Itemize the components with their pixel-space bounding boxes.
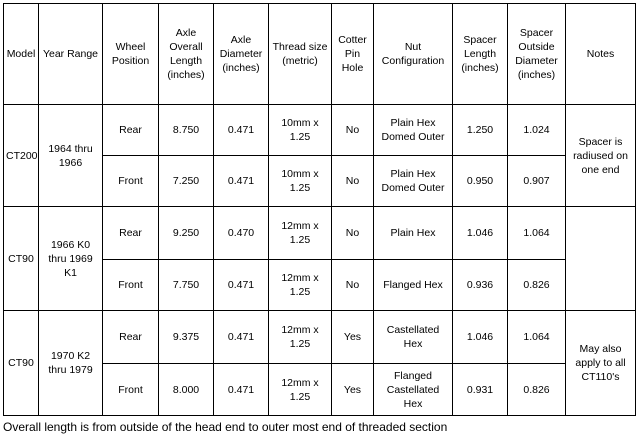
table-row xyxy=(4,105,636,156)
cell-thread: 12mm x 1.25 xyxy=(269,260,332,311)
cell-length: 8.000 xyxy=(159,364,214,416)
cell-notes: May also apply to all CT110's xyxy=(566,311,636,416)
cell-model: CT90 xyxy=(4,311,39,416)
cell-cotter: Yes xyxy=(332,311,374,364)
cell-position: Front xyxy=(103,156,159,207)
cell-year-range: 1964 thru 1966 xyxy=(39,105,103,207)
cell-position: Front xyxy=(103,364,159,416)
table-row xyxy=(4,311,636,364)
cell-notes: Spacer is radiused on one end xyxy=(566,105,636,207)
header-year-range: Year Range xyxy=(39,4,103,105)
cell-diameter: 0.471 xyxy=(214,156,269,207)
cell-thread: 10mm x 1.25 xyxy=(269,105,332,156)
cell-cotter: No xyxy=(332,260,374,311)
cell-spacer-od: 0.907 xyxy=(508,156,566,207)
cell-cotter: No xyxy=(332,105,374,156)
header-notes: Notes xyxy=(566,4,636,105)
cell-model: CT90 xyxy=(4,207,39,311)
cell-spacer-od: 0.826 xyxy=(508,260,566,311)
cell-year-range: 1966 K0 thru 1969 K1 xyxy=(39,207,103,311)
cell-spacer-od: 1.064 xyxy=(508,311,566,364)
cell-position: Rear xyxy=(103,311,159,364)
header-row xyxy=(4,4,636,105)
cell-length: 7.750 xyxy=(159,260,214,311)
cell-spacer-length: 1.250 xyxy=(453,105,508,156)
cell-thread: 12mm x 1.25 xyxy=(269,207,332,260)
header-spacer-length: Spacer Length (inches) xyxy=(453,4,508,105)
cell-diameter: 0.471 xyxy=(214,260,269,311)
cell-cotter: No xyxy=(332,207,374,260)
cell-nut: Flanged Castellated Hex xyxy=(374,364,453,416)
header-nut-configuration: Nut Configuration xyxy=(374,4,453,105)
header-thread-size: Thread size (metric) xyxy=(269,4,332,105)
cell-spacer-od: 1.024 xyxy=(508,105,566,156)
header-wheel-position: Wheel Position xyxy=(103,4,159,105)
cell-nut: Flanged Hex xyxy=(374,260,453,311)
cell-notes xyxy=(566,207,636,311)
header-cotter-pin-hole: Cotter Pin Hole xyxy=(332,4,374,105)
cell-spacer-length: 1.046 xyxy=(453,207,508,260)
cell-spacer-length: 0.936 xyxy=(453,260,508,311)
cell-cotter: Yes xyxy=(332,364,374,416)
cell-nut: Plain Hex Domed Outer xyxy=(374,156,453,207)
cell-spacer-od: 1.064 xyxy=(508,207,566,260)
cell-thread: 12mm x 1.25 xyxy=(269,364,332,416)
cell-spacer-od: 0.826 xyxy=(508,364,566,416)
cell-spacer-length: 1.046 xyxy=(453,311,508,364)
cell-thread: 12mm x 1.25 xyxy=(269,311,332,364)
cell-position: Front xyxy=(103,260,159,311)
cell-length: 8.750 xyxy=(159,105,214,156)
table-row xyxy=(4,207,636,260)
cell-position: Rear xyxy=(103,207,159,260)
cell-thread: 10mm x 1.25 xyxy=(269,156,332,207)
cell-diameter: 0.471 xyxy=(214,105,269,156)
cell-spacer-length: 0.950 xyxy=(453,156,508,207)
header-axle-overall-length: Axle Overall Length (inches) xyxy=(159,4,214,105)
cell-diameter: 0.471 xyxy=(214,364,269,416)
cell-length: 7.250 xyxy=(159,156,214,207)
header-model: Model xyxy=(4,4,39,105)
cell-nut: Plain Hex Domed Outer xyxy=(374,105,453,156)
cell-year-range: 1970 K2 thru 1979 xyxy=(39,311,103,416)
cell-position: Rear xyxy=(103,105,159,156)
cell-nut: Plain Hex xyxy=(374,207,453,260)
cell-length: 9.375 xyxy=(159,311,214,364)
cell-diameter: 0.470 xyxy=(214,207,269,260)
axle-spec-table xyxy=(3,3,636,416)
cell-nut: Castellated Hex xyxy=(374,311,453,364)
footnote: Overall length is from outside of the head end to outer most end of threaded section xyxy=(3,420,448,434)
header-axle-diameter: Axle Diameter (inches) xyxy=(214,4,269,105)
cell-length: 9.250 xyxy=(159,207,214,260)
cell-diameter: 0.471 xyxy=(214,311,269,364)
cell-cotter: No xyxy=(332,156,374,207)
cell-spacer-length: 0.931 xyxy=(453,364,508,416)
header-spacer-outside-diameter: Spacer Outside Diameter (inches) xyxy=(508,4,566,105)
cell-model: CT200 xyxy=(4,105,39,207)
